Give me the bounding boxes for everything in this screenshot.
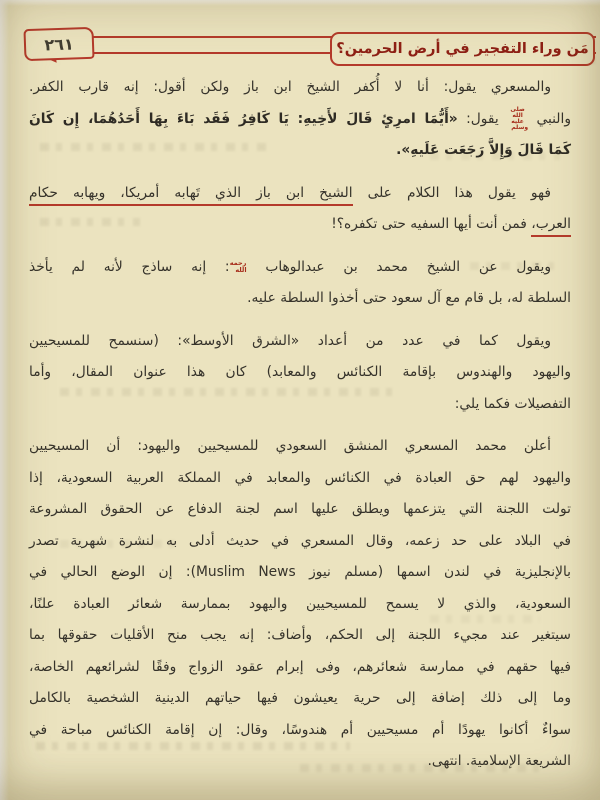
paper-edge-left (0, 0, 9, 800)
body-text: وما إلى ذلك إضافة إلى حرية يعيشون فيها حياتهم الدينية الشخصية بالكامل (29, 690, 571, 706)
chapter-title: مَن وراء التفجير في أرض الحرمين؟ (336, 41, 589, 57)
hadith-bold-text: كَمَا قَالَ وَإِلاَّ رَجَعَت عَلَيهِ». (396, 142, 571, 158)
body-text: الشريعة الإسلامية. انتهى. (427, 753, 571, 769)
page-number-box (23, 27, 94, 61)
text-line (29, 746, 571, 778)
body-text: سواءٌ أكانوا يهودًا أم مسيحيين أم هندوسًا، وقال: إن إقامة الكنائس مباحة في (29, 721, 571, 738)
paragraph (29, 72, 571, 167)
red-underlined-text: الشيخ ابن باز الذي تَهابه أمريكا، ويهابه حكام (29, 185, 353, 206)
body-text: والمسعري يقول: أنا لا أُكفر الشيخ ابن باز ولكن أقول: إنه قارب الكفر. (29, 79, 551, 95)
text-line (29, 252, 571, 284)
paragraph (29, 178, 571, 241)
body-text: السلطة له، بل قام مع آل سعود حتى أخذوا السلطة عليه. (247, 290, 571, 306)
text-line (29, 357, 571, 389)
body-text: واليهود والهندوس بإقامة الكنائس والمعابد) كان هذا عنوان المقال، وأما (29, 364, 571, 380)
rahimahullah-honorific-mark: رحمه الله (229, 259, 247, 274)
body-text: التفصيلات فكما يلي: (454, 395, 571, 412)
text-line (29, 526, 571, 558)
red-underlined-text: العرب، (531, 216, 571, 237)
body-text: تولت اللجنة التي يتزعمها ويطلق عليها اسم لجنة الدفاع عن الحقوق المشروعة (29, 501, 571, 517)
text-line (29, 463, 571, 495)
hadith-bold-text: «أَيُّمَا امرِئٍ قَالَ لأَخِيهِ: يَا كَافِرُ فَقَد بَاءَ بِهَا أَحَدُهُمَا، إِن كَانَ (29, 110, 458, 127)
text-block (29, 72, 571, 789)
body-text: السعودية، والذي لا يسمح للمسيحيين واليهود بممارسة شعائر العبادة علنًا، (29, 595, 571, 612)
text-line (29, 178, 571, 210)
text-line (29, 104, 571, 136)
text-line (29, 135, 571, 167)
body-text: ويقول عن الشيخ محمد بن عبدالوهاب (246, 258, 551, 275)
text-line (29, 589, 571, 621)
body-text: والنبي (528, 110, 571, 127)
paper-edge-top (0, 0, 600, 6)
text-line (29, 389, 571, 421)
body-text: : إنه ساذج لأنه لم يأخذ (29, 258, 230, 275)
body-text: فهو يقول هذا الكلام على (352, 184, 551, 201)
paragraph (29, 326, 571, 421)
text-line (29, 557, 571, 589)
text-line (29, 72, 571, 104)
text-line (29, 715, 571, 747)
body-text: سيتغير عند مجيء اللجنة إلى الحكم، وأضاف: إنه يجب منح الأقليات حقوقها بما (29, 627, 571, 643)
body-text: بالإنجليزية في لندن اسمها (مسلم نيوز Muslim News): إن الوضع الحالي في (29, 564, 571, 580)
text-line (29, 209, 571, 241)
text-line (29, 431, 571, 463)
chapter-title-box (330, 32, 595, 66)
text-line (29, 494, 571, 526)
body-text: أعلن محمد المسعري المنشق السعودي للمسيحيين واليهود: أن المسيحيين (29, 438, 551, 454)
paragraph (29, 431, 571, 778)
body-text: يقول: (457, 110, 508, 127)
body-text: فيها حقهم في ممارسة شعائرهم، وفى إبرام عقود الزواج وفقًا لشرائعهم الخاصة، (29, 658, 571, 675)
text-line (29, 620, 571, 652)
pbuh-honorific-mark: صلى الله عليه وسلم (510, 105, 529, 131)
text-line (29, 683, 571, 715)
body-text: واليهود لهم حق العبادة في الكنائس والمعابد في المملكة العربية السعودية، إذا (29, 469, 571, 486)
text-line (29, 283, 571, 315)
body-text: في البلاد على حد زعمه، وقال المسعري في حديث أدلى به لنشرة شهرية تصدر (29, 532, 571, 549)
body-text: فمن أنت أيها السفيه حتى تكفره؟! (331, 216, 532, 232)
paragraph (29, 252, 571, 315)
text-line (29, 326, 571, 358)
page-number: ٢٦١ (44, 33, 74, 55)
body-text: ويقول كما في عدد من أعداد «الشرق الأوسط»: (سنسمح للمسيحيين (29, 332, 551, 349)
text-line (29, 652, 571, 684)
